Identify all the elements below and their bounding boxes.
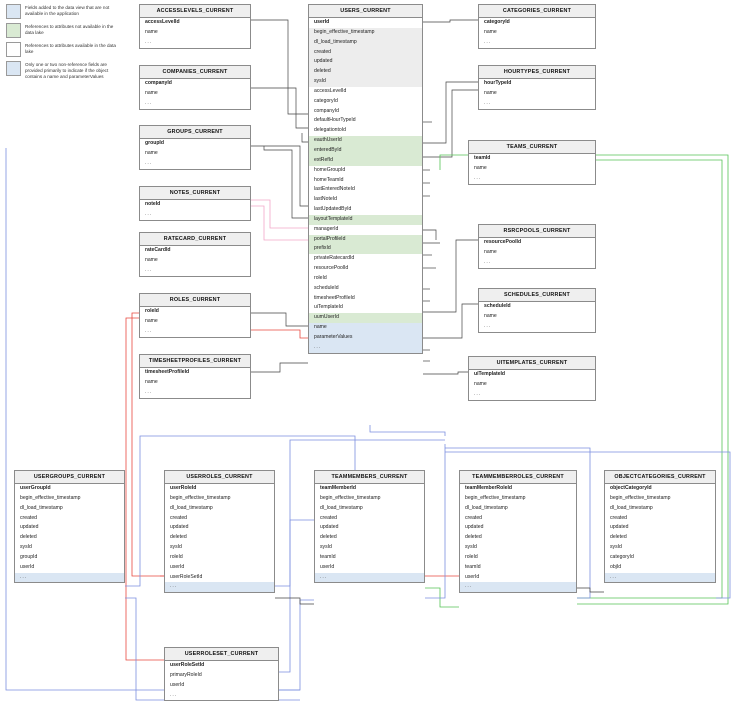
table-field: teamMemberId bbox=[320, 485, 356, 491]
table-fields bbox=[15, 484, 124, 582]
table-field: accessLevelId bbox=[145, 19, 180, 25]
table-field: deleted bbox=[309, 67, 422, 77]
table-fields bbox=[479, 238, 595, 268]
table-field: ... bbox=[145, 327, 153, 334]
table-field: userId bbox=[170, 681, 185, 688]
table-field: managerId bbox=[314, 225, 339, 232]
table-field: created bbox=[465, 514, 482, 521]
table-field: updated bbox=[320, 524, 339, 531]
table-timesheetprofiles[interactable] bbox=[139, 354, 251, 399]
table-field: userRoleId bbox=[170, 485, 197, 491]
table-field: name bbox=[145, 28, 158, 35]
table-field: dl_load_timestamp bbox=[610, 504, 653, 511]
table-field: deleted bbox=[20, 534, 37, 541]
table-field: name bbox=[145, 378, 158, 385]
table-field: name bbox=[484, 89, 497, 96]
table-usergroups[interactable] bbox=[14, 470, 125, 583]
table-field: sysId bbox=[465, 544, 477, 551]
table-title: OBJECTCATEGORIES_CURRENT bbox=[605, 471, 715, 484]
table-field: extRefId bbox=[309, 156, 422, 166]
table-title: GROUPS_CURRENT bbox=[140, 126, 250, 139]
table-categories[interactable] bbox=[478, 4, 596, 49]
legend-swatch-blue-2 bbox=[6, 61, 21, 76]
table-title: USERROLESET_CURRENT bbox=[165, 648, 278, 661]
table-field: ... bbox=[484, 322, 492, 329]
table-fields bbox=[140, 139, 250, 169]
table-title: USERS_CURRENT bbox=[309, 5, 422, 18]
table-roles[interactable] bbox=[139, 293, 251, 338]
table-field: hourTypeId bbox=[484, 80, 512, 86]
table-notes[interactable] bbox=[139, 186, 251, 221]
table-field: userRoleSetId bbox=[170, 573, 203, 580]
table-field: accessLevelId bbox=[314, 87, 347, 94]
table-field: uumUserId bbox=[309, 313, 422, 323]
table-field: resourcePoolId bbox=[314, 265, 349, 272]
table-field: objectCategoryId bbox=[610, 485, 652, 491]
table-field: teamId bbox=[320, 553, 336, 560]
table-field: userId bbox=[320, 563, 335, 570]
table-users[interactable] bbox=[308, 4, 423, 354]
table-rsrcpools[interactable] bbox=[478, 224, 596, 269]
table-title: TIMESHEETPROFILES_CURRENT bbox=[140, 355, 250, 368]
table-field: portalProfileId bbox=[309, 235, 422, 245]
table-userroleset[interactable] bbox=[164, 647, 279, 701]
table-field: name bbox=[474, 164, 487, 171]
table-field: userId bbox=[314, 19, 330, 25]
table-field: deleted bbox=[465, 534, 482, 541]
table-field: ... bbox=[460, 582, 576, 592]
table-field: enteredById bbox=[309, 146, 422, 156]
table-fields bbox=[140, 200, 250, 220]
table-field: ... bbox=[474, 174, 482, 181]
table-field: timesheetProfileId bbox=[314, 294, 355, 301]
table-field: teamMemberRoleId bbox=[465, 485, 512, 491]
table-fields bbox=[479, 18, 595, 48]
table-field: ... bbox=[145, 38, 153, 45]
table-field: objId bbox=[610, 563, 622, 570]
table-field: sysId bbox=[20, 544, 32, 551]
table-field: userId bbox=[170, 563, 185, 570]
table-field: categoryId bbox=[484, 19, 510, 25]
legend-swatch-white bbox=[6, 42, 21, 57]
table-field: created bbox=[610, 514, 627, 521]
table-field: dl_load_timestamp bbox=[465, 504, 508, 511]
table-hourtypes[interactable] bbox=[478, 65, 596, 110]
legend-label-blue: Fields added to the data view that are not available in the application bbox=[25, 5, 110, 17]
table-fields bbox=[315, 484, 424, 582]
legend-item bbox=[6, 61, 118, 81]
table-title: USERGROUPS_CURRENT bbox=[15, 471, 124, 484]
legend-label-white: References to attributes available in the data lake bbox=[25, 43, 116, 55]
table-field: ... bbox=[170, 691, 178, 698]
table-title: RSRCPOOLS_CURRENT bbox=[479, 225, 595, 238]
table-field: noteId bbox=[145, 201, 161, 207]
table-field: ... bbox=[309, 343, 422, 353]
table-field: sysId bbox=[309, 77, 422, 87]
table-fields bbox=[479, 79, 595, 109]
table-field: begin_effective_timestamp bbox=[309, 28, 422, 38]
table-field: defaultHourTypeId bbox=[314, 117, 356, 124]
table-field: roleId bbox=[465, 553, 478, 560]
table-title: TEAMMEMBERS_CURRENT bbox=[315, 471, 424, 484]
table-title: TEAMS_CURRENT bbox=[469, 141, 595, 154]
table-field: name bbox=[145, 149, 158, 156]
table-field: userId bbox=[465, 573, 480, 580]
table-field: groupId bbox=[20, 553, 38, 560]
table-field: begin_effective_timestamp bbox=[170, 494, 231, 501]
legend bbox=[6, 4, 118, 85]
table-field: roleId bbox=[145, 308, 159, 314]
table-field: lastNoteId bbox=[314, 196, 337, 203]
table-field: ... bbox=[605, 573, 715, 583]
table-title: ROLES_CURRENT bbox=[140, 294, 250, 307]
table-field: created bbox=[309, 48, 422, 58]
table-field: name bbox=[309, 323, 422, 333]
table-field: updated bbox=[465, 524, 484, 531]
table-field: eauthUserId bbox=[309, 136, 422, 146]
table-accesslevels[interactable] bbox=[139, 4, 251, 49]
table-field: begin_effective_timestamp bbox=[610, 494, 671, 501]
table-title: RATECARD_CURRENT bbox=[140, 233, 250, 246]
table-field: ... bbox=[484, 38, 492, 45]
legend-swatch-blue bbox=[6, 4, 21, 19]
table-field: layoutTemplateId bbox=[309, 215, 422, 225]
table-field: homeGroupId bbox=[314, 166, 346, 173]
table-title: UITEMPLATES_CURRENT bbox=[469, 357, 595, 370]
table-field: updated bbox=[309, 57, 422, 67]
table-companies[interactable] bbox=[139, 65, 251, 110]
table-ratecard[interactable] bbox=[139, 232, 251, 277]
table-fields bbox=[469, 370, 595, 400]
table-field: ... bbox=[145, 159, 153, 166]
legend-label-blue-2: Only one or two non-reference fields are provided primarily to indicate if the object contains a name and parameterValues bbox=[25, 62, 109, 80]
table-title: NOTES_CURRENT bbox=[140, 187, 250, 200]
table-field: teamId bbox=[474, 155, 491, 161]
table-field: homeTeamId bbox=[314, 176, 344, 183]
table-title: CATEGORIES_CURRENT bbox=[479, 5, 595, 18]
table-field: scheduleId bbox=[484, 303, 511, 309]
table-field: deleted bbox=[320, 534, 337, 541]
table-userroles[interactable] bbox=[164, 470, 275, 593]
table-field: categoryId bbox=[610, 553, 634, 560]
table-field: categoryId bbox=[314, 97, 338, 104]
table-field: userGroupId bbox=[20, 485, 51, 491]
table-fields bbox=[460, 484, 576, 592]
table-field: resourcePoolId bbox=[484, 239, 522, 245]
legend-swatch-green bbox=[6, 23, 21, 38]
legend-item bbox=[6, 42, 118, 57]
table-fields bbox=[605, 484, 715, 582]
table-field: begin_effective_timestamp bbox=[465, 494, 526, 501]
table-field: updated bbox=[170, 524, 189, 531]
table-field: sysId bbox=[610, 544, 622, 551]
table-field: name bbox=[484, 312, 497, 319]
table-field: ... bbox=[15, 573, 124, 583]
table-field: name bbox=[145, 317, 158, 324]
table-field: begin_effective_timestamp bbox=[20, 494, 81, 501]
table-field: dl_load_timestamp bbox=[170, 504, 213, 511]
table-uitemplates[interactable] bbox=[468, 356, 596, 401]
table-field: deleted bbox=[170, 534, 187, 541]
table-field: teamId bbox=[465, 563, 481, 570]
legend-item bbox=[6, 23, 118, 38]
table-field: primaryRoleId bbox=[170, 671, 202, 678]
table-field: scheduleId bbox=[314, 284, 339, 291]
table-field: ... bbox=[484, 258, 492, 265]
table-field: userRoleSetId bbox=[170, 662, 205, 668]
table-fields bbox=[309, 18, 422, 353]
table-field: ... bbox=[165, 582, 274, 592]
table-field: companyId bbox=[314, 107, 339, 114]
table-groups[interactable] bbox=[139, 125, 251, 170]
table-fields bbox=[140, 307, 250, 337]
table-field: rateCardId bbox=[145, 247, 171, 253]
table-field: created bbox=[320, 514, 337, 521]
table-fields bbox=[140, 18, 250, 48]
table-field: roleId bbox=[170, 553, 183, 560]
table-field: name bbox=[145, 256, 158, 263]
table-field: updated bbox=[20, 524, 39, 531]
table-field: created bbox=[170, 514, 187, 521]
table-field: updated bbox=[610, 524, 629, 531]
table-field: privateRatecardId bbox=[314, 255, 355, 262]
table-field: dl_load_timestamp bbox=[20, 504, 63, 511]
table-field: name bbox=[145, 89, 158, 96]
table-field: uiTemplateId bbox=[474, 371, 506, 377]
legend-label-green: References to attributes not available in the data lake bbox=[25, 24, 114, 36]
table-field: ... bbox=[145, 99, 153, 106]
table-field: uiTemplateId bbox=[314, 304, 343, 311]
table-field: ... bbox=[474, 390, 482, 397]
table-fields bbox=[140, 246, 250, 276]
table-fields bbox=[479, 302, 595, 332]
table-field: begin_effective_timestamp bbox=[320, 494, 381, 501]
table-field: ... bbox=[315, 573, 424, 583]
table-field: name bbox=[484, 28, 497, 35]
table-field: ... bbox=[145, 388, 153, 395]
table-field: roleId bbox=[314, 274, 327, 281]
table-field: dl_load_timestamp bbox=[320, 504, 363, 511]
table-field: lastEnteredNoteId bbox=[314, 186, 355, 193]
table-fields bbox=[140, 368, 250, 398]
table-title: SCHEDULES_CURRENT bbox=[479, 289, 595, 302]
table-field: name bbox=[474, 380, 487, 387]
table-teammembers[interactable] bbox=[314, 470, 425, 583]
table-teams[interactable] bbox=[468, 140, 596, 185]
table-fields bbox=[140, 79, 250, 109]
table-objectcategories[interactable] bbox=[604, 470, 716, 583]
table-title: TEAMMEMBERROLES_CURRENT bbox=[460, 471, 576, 484]
table-title: HOURTYPES_CURRENT bbox=[479, 66, 595, 79]
table-field: userId bbox=[20, 563, 35, 570]
table-field: timesheetProfileId bbox=[145, 369, 190, 375]
table-field: parameterValues bbox=[309, 333, 422, 343]
table-fields bbox=[165, 661, 278, 700]
table-field: prefixId bbox=[309, 244, 422, 254]
table-field: groupId bbox=[145, 140, 164, 146]
table-teammemberroles[interactable] bbox=[459, 470, 577, 593]
table-field: deleted bbox=[610, 534, 627, 541]
table-field: lastUpdatedById bbox=[314, 206, 352, 213]
table-field: name bbox=[484, 248, 497, 255]
table-field: delegationtoId bbox=[314, 127, 347, 134]
legend-item bbox=[6, 4, 118, 19]
table-field: companyId bbox=[145, 80, 172, 86]
table-fields bbox=[469, 154, 595, 184]
table-field: ... bbox=[145, 210, 153, 217]
table-field: sysId bbox=[320, 544, 332, 551]
table-title: ACCESSLEVELS_CURRENT bbox=[140, 5, 250, 18]
table-field: dl_load_timestamp bbox=[309, 38, 422, 48]
table-field: ... bbox=[145, 266, 153, 273]
table-fields bbox=[165, 484, 274, 592]
table-schedules[interactable] bbox=[478, 288, 596, 333]
table-field: ... bbox=[484, 99, 492, 106]
table-field: created bbox=[20, 514, 37, 521]
table-field: sysId bbox=[170, 544, 182, 551]
table-title: COMPANIES_CURRENT bbox=[140, 66, 250, 79]
table-title: USERROLES_CURRENT bbox=[165, 471, 274, 484]
